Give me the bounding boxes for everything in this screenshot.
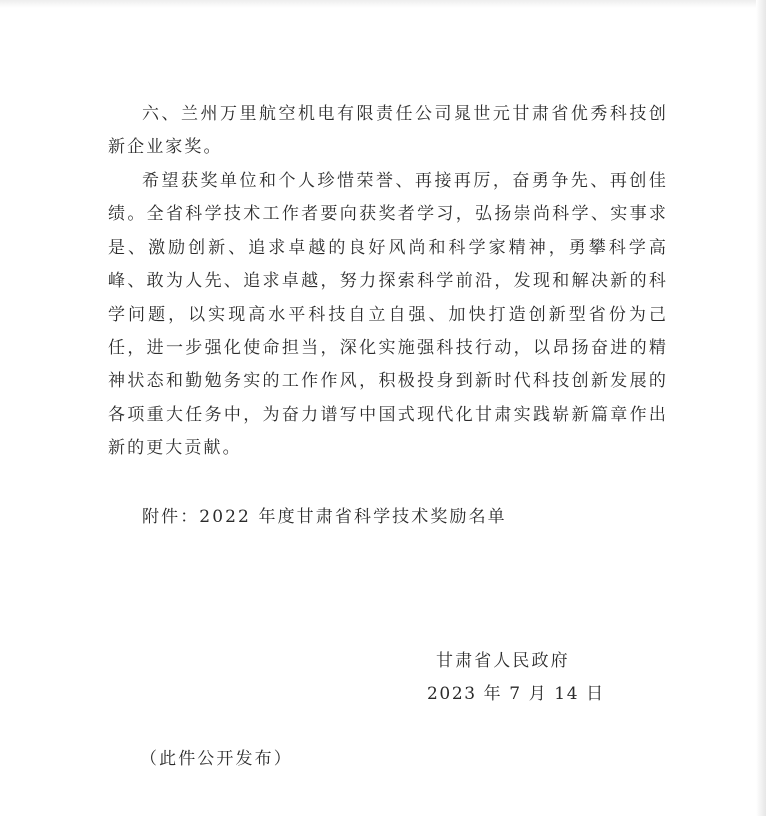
- release-note: （此件公开发布）: [140, 749, 293, 769]
- signing-date: 2023 年 7 月 14 日: [427, 684, 605, 704]
- signing-organization: 甘肃省人民政府: [436, 651, 570, 671]
- award-item-paragraph: 六、兰州万里航空机电有限责任公司晁世元甘肃省优秀科技创新企业家奖。: [108, 104, 668, 158]
- attachment-line: 附件：2022 年度甘肃省科学技术奖励名单: [142, 507, 507, 527]
- closing-paragraph: 希望获奖单位和个人珍惜荣誉、再接再厉，奋勇争先、再创佳绩。全省科学技术工作者要向获奖者学习，弘扬崇尚科学、实事求是、激励创新、追求卓越的良好风尚和科学家精神，勇攀科学高峰、敢为人先、追求卓越，努力探索科学前沿，发现和解决新的科学问题，以实现高水平科技自立自强、加快打造创新型省份为己任，进一步强化使命担当，深化实施强科技行动，以昂扬奋进的精神状态和勤勉务实的工作作风，积极投身到新时代科技创新发展的各项重大任务中，为奋力谱写中国式现代化甘肃实践崭新篇章作出新的更大贡献。: [108, 171, 668, 459]
